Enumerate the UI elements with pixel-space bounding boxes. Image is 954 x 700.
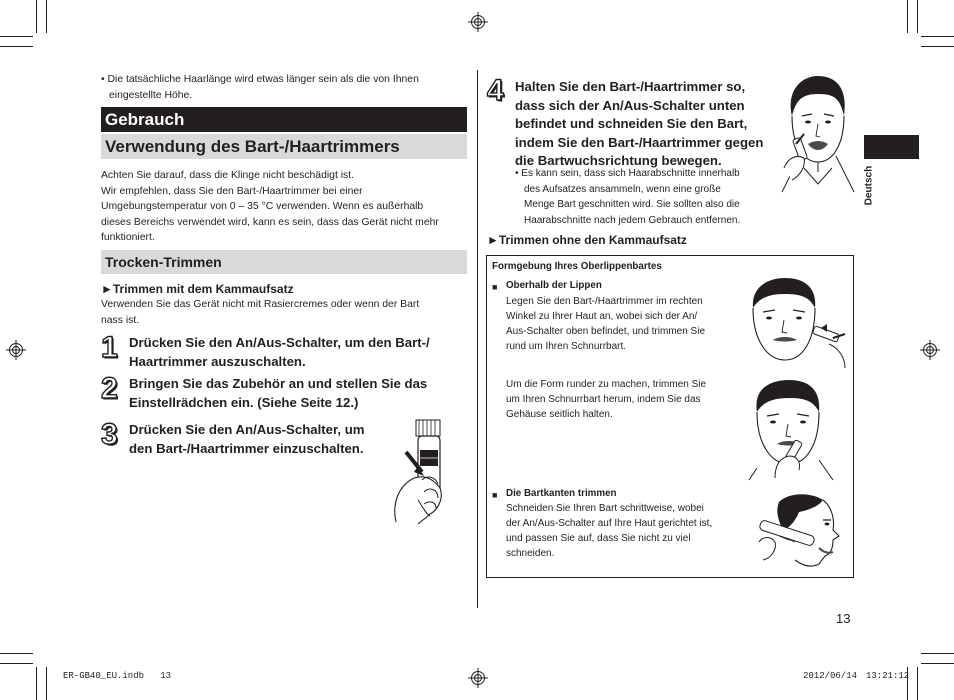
- step-text: [129, 374, 469, 412]
- intro-line: eingestellte Höhe.: [109, 89, 193, 101]
- box-line: Gehäuse seitlich halten.: [506, 409, 613, 420]
- heading-trocken-trimmen: Trocken-Trimmen: [101, 250, 467, 274]
- box-item-title: Die Bartkanten trimmen: [506, 488, 617, 499]
- note-line: • Es kann sein, dass sich Haarabschnitte innerhalb: [515, 168, 740, 179]
- step-line: Halten Sie den Bart-/Haartrimmer so,: [515, 79, 746, 94]
- box-title: Formgebung Ihres Oberlippenbartes: [492, 261, 662, 272]
- heading-gebrauch: Gebrauch: [101, 107, 467, 132]
- paragraph-line: dieses Bereichs verwendet wird, kann es sein, dass das Gerät nicht mehr: [101, 216, 439, 228]
- box-line: Winkel zu Ihrer Haut an, wobei sich der An/: [506, 311, 698, 322]
- step-line: Bringen Sie das Zubehör an und stellen Sie das: [129, 376, 428, 391]
- face-illustration: [778, 72, 858, 194]
- footer-time: 13:21:12: [866, 671, 910, 681]
- with-comb-note: [101, 297, 471, 328]
- step-number: 4: [487, 74, 504, 107]
- step-text: [129, 333, 469, 371]
- note-line: nass ist.: [101, 314, 140, 326]
- face-illustration: [749, 380, 849, 480]
- intro-line: • Die tatsächliche Haarlänge wird etwas länger sein als die von Ihnen: [101, 74, 419, 85]
- box-line: rund um Ihren Schnurrbart.: [506, 341, 627, 352]
- step-line: Drücken Sie den An/Aus-Schalter, um: [129, 422, 365, 437]
- intro-bullet: [101, 72, 471, 103]
- box-line: und passen Sie auf, dass Sie nicht zu viel: [506, 533, 691, 544]
- shaping-box: [486, 255, 854, 578]
- registration-mark-icon: [468, 668, 488, 688]
- step-line: Drücken Sie den An/Aus-Schalter, um den Bart-/: [129, 335, 430, 350]
- body-paragraph: [101, 168, 471, 246]
- trimmer-hand-illustration: [378, 414, 468, 524]
- note-line: des Aufsatzes ansammeln, wenn eine große: [524, 183, 721, 195]
- step-line: dass sich der An/Aus-Schalter unten: [515, 97, 745, 113]
- box-item-text: [506, 294, 736, 354]
- with-comb-title: ►Trimmen mit dem Kammaufsatz: [101, 282, 294, 296]
- step-number: 2: [101, 372, 118, 405]
- side-tab-label: Deutsch: [863, 165, 875, 206]
- heading-verwendung: Verwendung des Bart-/Haartrimmers: [101, 134, 467, 159]
- note-line: Verwenden Sie das Gerät nicht mit Rasiercremes oder wenn der Bart: [101, 299, 420, 310]
- face-illustration: [749, 278, 849, 370]
- footer-date: 2012/06/14: [803, 671, 858, 681]
- paragraph-line: Achten Sie darauf, dass die Klinge nicht beschädigt ist.: [101, 170, 354, 181]
- note-line: Haarabschnitte nach jedem Gebrauch entfernen.: [524, 214, 741, 226]
- step-line: Einstellrädchen ein. (Siehe Seite 12.): [129, 395, 359, 410]
- note-line: Menge Bart geschnitten wird. Sie sollten also die: [524, 199, 740, 210]
- box-line: um Ihren Schnurrbart herum, indem Sie das: [506, 394, 701, 405]
- step-number: 1: [101, 331, 118, 364]
- step-line: die Bartwuchsrichtung bewegen.: [515, 153, 722, 168]
- box-line: Legen Sie den Bart-/Haartrimmer im rechten: [506, 296, 703, 307]
- box-line: Um die Form runder zu machen, trimmen Sie: [506, 379, 707, 390]
- registration-mark-icon: [6, 340, 26, 360]
- registration-mark-icon: [468, 12, 488, 32]
- page-number: 13: [836, 611, 851, 626]
- box-line: schneiden.: [506, 548, 555, 559]
- registration-mark-icon: [920, 340, 940, 360]
- paragraph-line: Wir empfehlen, dass Sie den Bart-/Haartrimmer bei einer: [101, 185, 363, 197]
- box-item-text: [506, 377, 736, 422]
- step-number: 3: [101, 418, 118, 451]
- box-bullet: ■: [492, 282, 498, 292]
- box-line: Schneiden Sie Ihren Bart schrittweise, wobei: [506, 503, 704, 514]
- column-divider: [477, 70, 478, 608]
- box-bullet: ■: [492, 490, 498, 500]
- step-text: [129, 420, 389, 458]
- side-tab: [864, 135, 919, 159]
- footer-file: ER-GB40_EU.indb 13: [63, 671, 172, 681]
- step4-note: [515, 166, 775, 228]
- box-item-text: [506, 501, 746, 561]
- box-item-title: Oberhalb der Lippen: [506, 280, 602, 291]
- paragraph-line: Umgebungstemperatur von 0 – 35 °C verwenden. Wenn es außerhalb: [101, 201, 424, 212]
- step-line: befindet und schneiden Sie den Bart,: [515, 116, 748, 131]
- step-line: Haartrimmer auszuschalten.: [129, 354, 306, 369]
- paragraph-line: funktioniert.: [101, 232, 155, 243]
- box-line: Aus-Schalter oben befindet, und trimmen Sie: [506, 326, 705, 337]
- box-line: der An/Aus-Schalter auf Ihre Haut gerichtet ist,: [506, 518, 713, 529]
- without-comb-title: ►Trimmen ohne den Kammaufsatz: [487, 233, 687, 247]
- step-text: [515, 78, 775, 171]
- face-illustration: [749, 492, 849, 578]
- step-line: indem Sie den Bart-/Haartrimmer gegen: [515, 134, 764, 150]
- step-line: den Bart-/Haartrimmer einzuschalten.: [129, 441, 364, 456]
